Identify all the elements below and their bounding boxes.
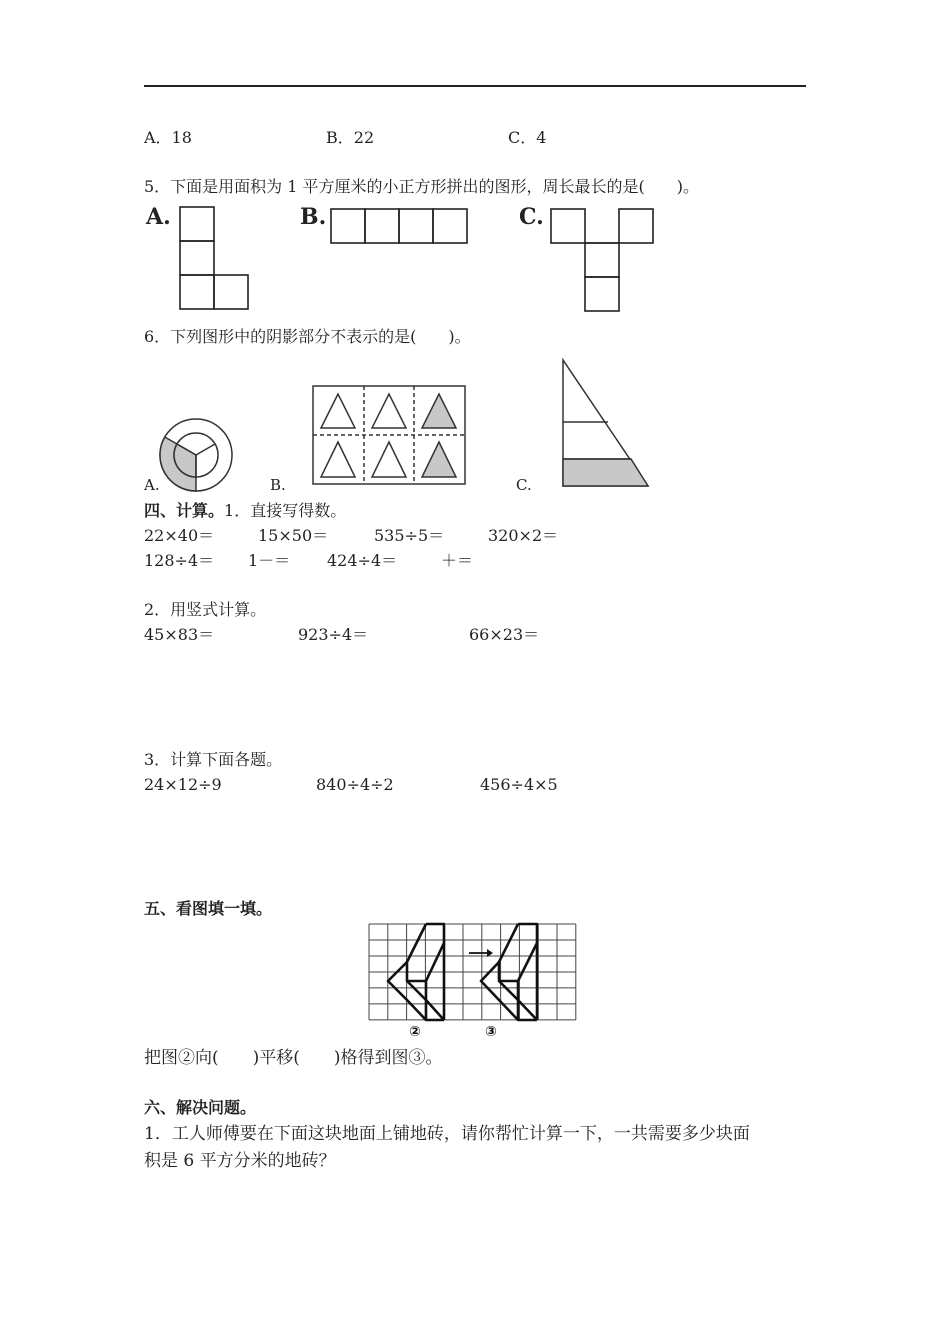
calc-item: 923÷4＝ <box>298 625 369 644</box>
section-4-sub1: 1．直接写得数。 <box>224 501 347 520</box>
figure-3-marker: ③ <box>485 1024 497 1040</box>
calc-item: 24×12÷9 <box>144 775 222 794</box>
calc-item: ＋＝ <box>441 551 474 570</box>
calc-item: 45×83＝ <box>144 625 215 644</box>
section-4-heading-line <box>144 501 346 521</box>
section-6-heading: 六、解决问题。 <box>144 1098 257 1117</box>
calc-item: 424÷4＝ <box>327 551 398 570</box>
calc-item: 456÷4×5 <box>480 775 558 794</box>
question-6: 6．下列图形中的阴影部分不表示的是( )。 <box>144 327 471 346</box>
q6-label-a: A. <box>144 476 160 494</box>
question-5: 5．下面是用面积为 1 平方厘米的小正方形拼出的图形，周长最长的是( )。 <box>144 177 700 196</box>
calc-item: 15×50＝ <box>258 526 329 545</box>
fig3-outline <box>518 943 537 1020</box>
figure-2-marker: ② <box>409 1024 421 1040</box>
section-4-heading: 四、计算。 <box>144 501 225 520</box>
q6-figures <box>0 0 950 500</box>
option-a: A．18 <box>144 128 192 147</box>
calc-item: 128÷4＝ <box>144 551 215 570</box>
section-4-sub2: 2．用竖式计算。 <box>144 600 267 619</box>
calc-item: 1－＝ <box>248 551 291 570</box>
option-c: C．4 <box>508 128 547 147</box>
calc-item: 320×2＝ <box>488 526 559 545</box>
calc-item: 535÷5＝ <box>374 526 445 545</box>
problem-1-line-2: 积是 6 平方分米的地砖？ <box>144 1151 336 1171</box>
calc-item: 22×40＝ <box>144 526 215 545</box>
calc-item: 840÷4÷2 <box>316 775 394 794</box>
q6c-shaded-strip <box>563 459 648 486</box>
section-4-sub3: 3．计算下面各题。 <box>144 750 283 769</box>
q5-label-b: B. <box>300 204 327 230</box>
q5-label-c: C. <box>519 204 544 230</box>
section-5-heading: 五、看图填一填。 <box>144 899 273 918</box>
section-5-question: 把图②向( )平移( )格得到图③。 <box>144 1048 443 1068</box>
problem-1-line-1: 1．工人师傅要在下面这块地面上铺地砖，请你帮忙计算一下，一共需要多少块面 <box>144 1124 750 1144</box>
fig2-outline <box>426 943 444 1020</box>
calc-item: 66×23＝ <box>469 625 540 644</box>
option-b: B．22 <box>326 128 375 147</box>
q5-label-a: A. <box>146 204 171 230</box>
translation-grid-figure <box>369 924 577 1039</box>
q6-label-c: C. <box>516 476 532 494</box>
q6-label-b: B. <box>270 476 286 494</box>
